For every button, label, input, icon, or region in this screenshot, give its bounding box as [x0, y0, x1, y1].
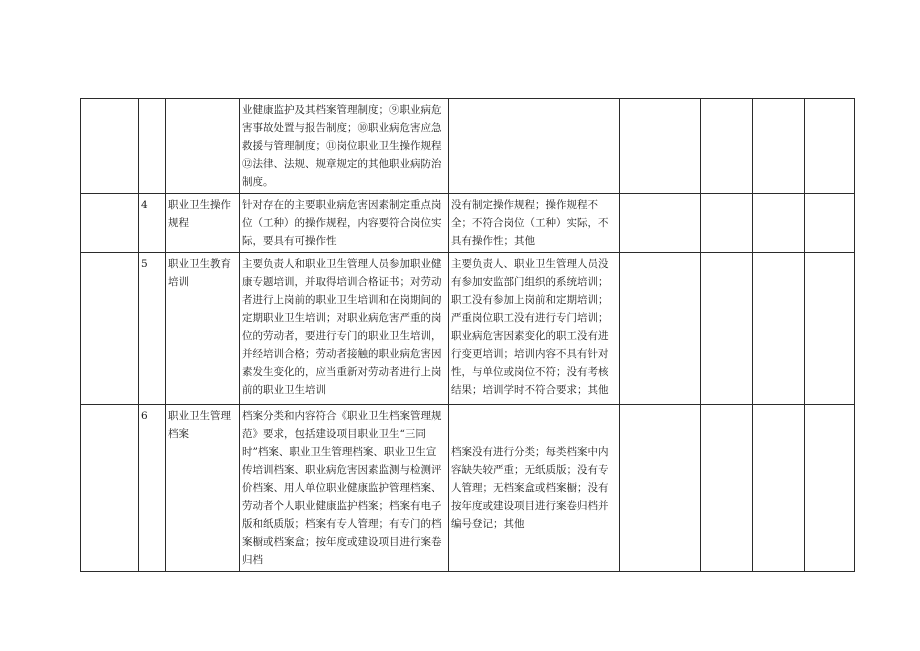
table-row	[81, 253, 855, 405]
blank-cell	[753, 99, 805, 194]
blank-cell	[701, 99, 753, 194]
blank-cell	[753, 253, 805, 405]
index-cell: 4	[139, 194, 166, 253]
deduction-cell: 主要负责人、职业卫生管理人员没有参加安监部门组织的系统培训；职工没有参加上岗前和定期培训；严重岗位职工没有进行专门培训；职业病危害因素变化的职工没有进行变更培训；培训内容不具有针对性，与单位或岗位不符；没有考核结果；培训学时不符合要求；其他	[449, 253, 620, 405]
blank-cell	[805, 99, 855, 194]
blank-cell	[620, 405, 701, 572]
deduction-cell	[449, 99, 620, 194]
blank-cell	[701, 405, 753, 572]
category-cell	[81, 253, 139, 405]
blank-cell	[701, 253, 753, 405]
category-cell	[81, 405, 139, 572]
index-cell: 6	[139, 405, 166, 572]
blank-cell	[805, 405, 855, 572]
table-row	[81, 194, 855, 253]
index-cell	[139, 99, 166, 194]
blank-cell	[753, 194, 805, 253]
category-cell	[81, 99, 139, 194]
blank-cell	[805, 253, 855, 405]
content-cell: 主要负责人和职业卫生管理人员参加职业健康专题培训，并取得培训合格证书；对劳动者进行上岗前的职业卫生培训和在岗期间的定期职业卫生培训；对职业病危害严重的岗位的劳动者，要进行专门的职业卫生培训，并经培训合格；劳动者接触的职业病危害因素发生变化的，应当重新对劳动者进行上岗前的职业卫生培训	[240, 253, 449, 405]
deduction-cell: 档案没有进行分类；每类档案中内容缺失较严重；无纸质版；没有专人管理；无档案盒或档案橱；没有按年度或建设项目进行案卷归档并编号登记；其他	[449, 405, 620, 572]
inspection-table	[80, 98, 855, 572]
index-cell: 5	[139, 253, 166, 405]
blank-cell	[753, 405, 805, 572]
item-cell	[166, 99, 240, 194]
item-cell: 职业卫生教育培训	[166, 253, 240, 405]
content-cell: 档案分类和内容符合《职业卫生档案管理规范》要求，包括建设项目职业卫生“三同时”档案、职业卫生管理档案、职业卫生宣传培训档案、职业病危害因素监测与检测评价档案、用人单位职业健康监护管理档案、劳动者个人职业健康监护档案；档案有电子版和纸质版；档案有专人管理；有专门的档案橱或档案盒；按年度或建设项目进行案卷归档	[240, 405, 449, 572]
category-cell	[81, 194, 139, 253]
content-cell: 针对存在的主要职业病危害因素制定重点岗位（工种）的操作规程，内容要符合岗位实际，要具有可操作性	[240, 194, 449, 253]
item-cell: 职业卫生操作规程	[166, 194, 240, 253]
table-row	[81, 405, 855, 572]
table-row	[81, 99, 855, 194]
content-cell: 业健康监护及其档案管理制度；⑨职业病危害事故处置与报告制度；⑩职业病危害应急救援与管理制度；⑪岗位职业卫生操作规程⑫法律、法规、规章规定的其他职业病防治制度。	[240, 99, 449, 194]
blank-cell	[620, 253, 701, 405]
blank-cell	[620, 99, 701, 194]
item-cell: 职业卫生管理档案	[166, 405, 240, 572]
blank-cell	[701, 194, 753, 253]
blank-cell	[805, 194, 855, 253]
deduction-cell: 没有制定操作规程；操作规程不全；不符合岗位（工种）实际，不具有操作性；其他	[449, 194, 620, 253]
blank-cell	[620, 194, 701, 253]
